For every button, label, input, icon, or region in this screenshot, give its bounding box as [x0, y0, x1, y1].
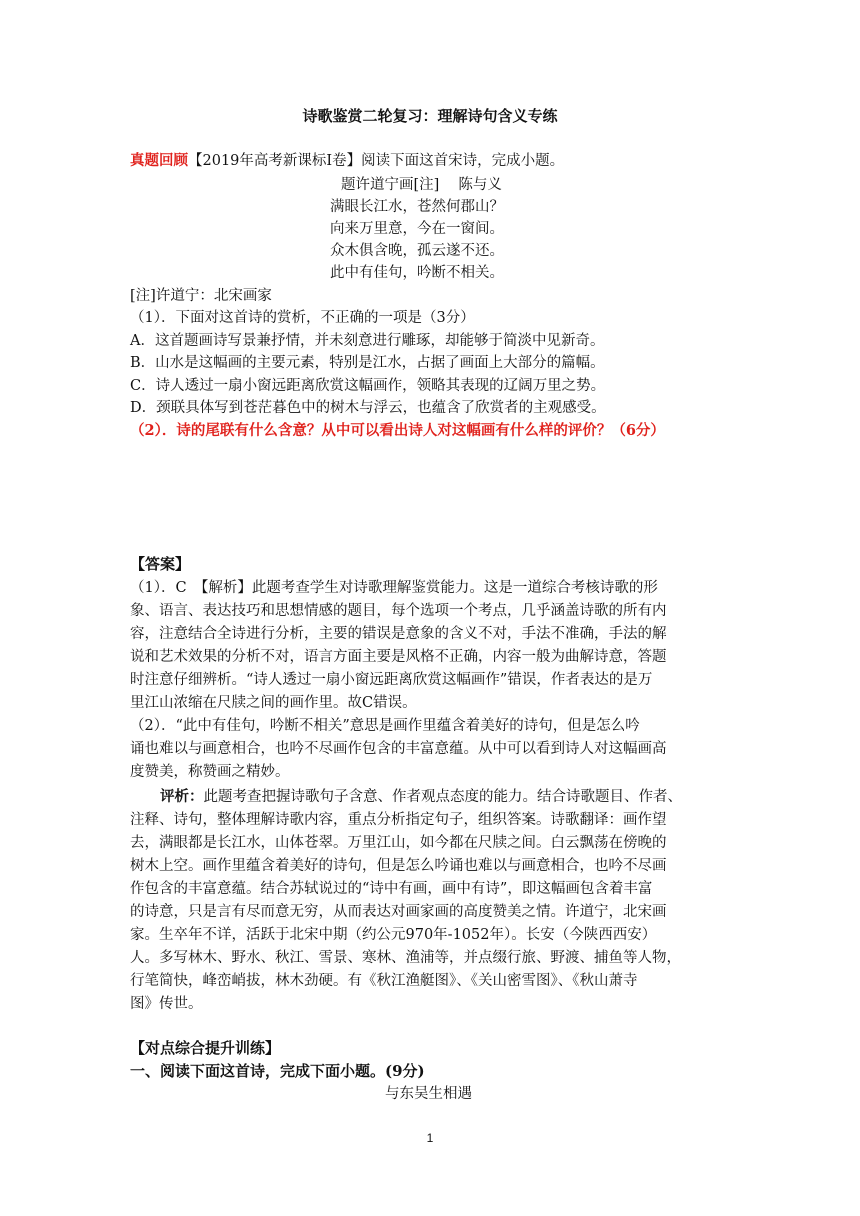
option-c: C．诗人透过一扇小窗远距离欣赏这幅画作，领略其表现的辽阔万里之势。	[130, 378, 606, 394]
option-a: A．这首题画诗写景兼抒情，并未刻意进行雕琢，却能够于简淡中见新奇。	[130, 333, 605, 349]
answer-line: 度赞美，称赞画之精妙。	[130, 764, 290, 780]
analysis-line: 注释、诗句，整体理解诗歌内容，重点分析指定句子，组织答案。诗歌翻译：画作望	[130, 812, 667, 828]
analysis-line: 家。生卒年不详，活跃于北宋中期（约公元970年-1052年）。长安（今陕西西安）	[130, 927, 657, 943]
answer-line: 时注意仔细辨析。“诗人透过一扇小窗远距离欣赏这幅画作”错误，作者表达的是万	[130, 672, 653, 688]
answer-line: （2）．“此中有佳句，吟断不相关”意思是画作里蕴含着美好的诗句，但是怎么吟	[130, 718, 640, 734]
analysis-line: 人。多写林木、野水、秋江、雪景、寒林、渔浦等，并点缀行旅、野渡、捕鱼等人物，	[130, 950, 681, 966]
training-poem-title: 与东吴生相遇	[385, 1086, 472, 1102]
option-d: D．颈联具体写到苍茫暮色中的树木与浮云，也蕴含了欣赏者的主观感受。	[130, 400, 606, 416]
poem-title: 题许道宁画[注] 陈与义	[341, 177, 502, 193]
poem-line: 众木俱含晚，孤云遂不还。	[330, 243, 504, 259]
poem-line: 满眼长江水，苍然何郡山？	[330, 199, 504, 215]
review-source: 【2019年高考新课标Ⅰ卷】阅读下面这首宋诗，完成小题。	[188, 153, 565, 169]
analysis-line: 去，满眼都是长江水，山体苍翠。万里江山，如今都在尺牍之间。白云飘荡在傍晚的	[130, 835, 667, 851]
training-heading: 【对点综合提升训练】	[130, 1039, 281, 1057]
analysis-line: 树木上空。画作里蕴含着美好的诗句，但是怎么吟诵也难以与画意相合，也吟不尽画	[130, 858, 667, 874]
option-b: B．山水是这幅画的主要元素，特别是江水，占据了画面上大部分的篇幅。	[130, 355, 605, 371]
question-1: （1）．下面对这首诗的赏析，不正确的一项是（3分）	[130, 310, 475, 326]
analysis-text: 此题考查把握诗歌句子含意、作者观点态度的能力。结合诗歌题目、作者、	[203, 789, 682, 805]
answer-heading: 【答案】	[130, 555, 191, 573]
answer-line: 说和艺术效果的分析不对，语言方面主要是风格不正确，内容一般为曲解诗意，答题	[130, 649, 667, 665]
answer-line: 里江山浓缩在尺牍之间的画作里。故C错误。	[130, 695, 417, 711]
poem-line: 向来万里意，今在一窗间。	[330, 221, 504, 237]
review-label: 真题回顾	[130, 152, 188, 169]
analysis-line: 图》传世。	[130, 996, 203, 1012]
poem-note: [注]许道宁：北宋画家	[130, 288, 272, 304]
analysis-label: 评析：	[160, 788, 204, 805]
answer-line: （1）．C 【解析】此题考查学生对诗歌理解鉴赏能力。这是一道综合考核诗歌的形	[130, 580, 658, 596]
analysis-line: 的诗意，只是言有尽而意无穷，从而表达对画家画的高度赞美之情。许道宁，北宋画	[130, 904, 667, 920]
answer-line: 象、语言、表达技巧和思想情感的题目，每个选项一个考点，几乎涵盖诗歌的所有内	[130, 603, 667, 619]
document-title: 诗歌鉴赏二轮复习：理解诗句含义专练	[302, 107, 558, 125]
review-intro	[130, 151, 564, 171]
page-number: 1	[426, 1131, 434, 1145]
question-2: （2）．诗的尾联有什么含意？从中可以看出诗人对这幅画有什么样的评价？（6分）	[130, 422, 665, 439]
answer-line: 诵也难以与画意相合，也吟不尽画作包含的丰富意蕴。从中可以看到诗人对这幅画高	[130, 741, 667, 757]
analysis-line: 作包含的丰富意蕴。结合苏轼说过的“诗中有画，画中有诗”，即这幅画包含着丰富	[130, 881, 653, 897]
analysis-line: 行笔简快，峰峦峭拔，林木劲硬。有《秋江渔艇图》、《关山密雪图》、《秋山萧寺	[130, 973, 638, 989]
answer-line: 容，注意结合全诗进行分析，主要的错误是意象的含义不对，手法不准确，手法的解	[130, 626, 667, 642]
training-question-heading: 一、阅读下面这首诗，完成下面小题。(9分)	[130, 1062, 425, 1080]
analysis-first-line	[160, 787, 682, 807]
poem-line: 此中有佳句，吟断不相关。	[330, 265, 504, 281]
